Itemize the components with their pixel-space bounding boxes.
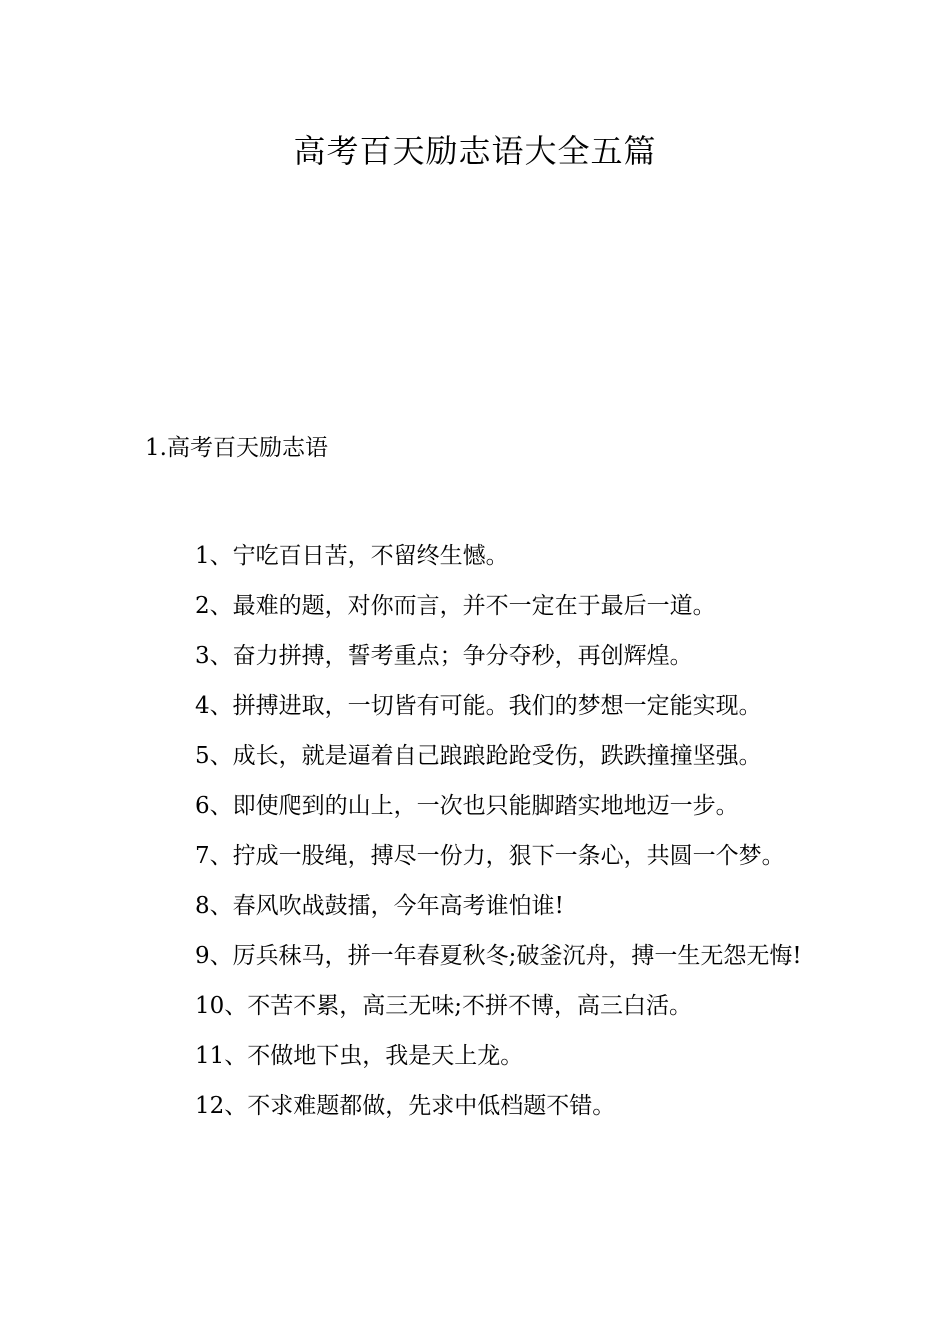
list-item: 8、春风吹战鼓擂，今年高考谁怕谁!: [195, 893, 564, 919]
list-item: 6、即使爬到的山上，一次也只能脚踏实地地迈一步。: [195, 793, 739, 819]
list-item: 12、不求难题都做，先求中低档题不错。: [195, 1093, 616, 1119]
motto-list: [145, 531, 815, 1131]
list-item: 4、拼搏进取，一切皆有可能。我们的梦想一定能实现。: [195, 693, 762, 719]
section-heading: 1.高考百天励志语: [145, 435, 328, 461]
list-item: 1、宁吃百日苦，不留终生憾。: [195, 543, 509, 569]
list-item: 5、成长，就是逼着自己踉踉跄跄受伤，跌跌撞撞坚强。: [195, 743, 762, 769]
document-title: 高考百天励志语大全五篇: [293, 132, 657, 170]
list-item: 9、厉兵秣马，拼一年春夏秋冬;破釜沉舟，搏一生无怨无悔!: [195, 943, 802, 969]
list-item: 7、拧成一股绳，搏尽一份力，狠下一条心，共圆一个梦。: [195, 843, 785, 869]
list-item: 3、奋力拼搏，誓考重点；争分夺秒，再创辉煌。: [195, 643, 693, 669]
list-item: 2、最难的题，对你而言，并不一定在于最后一道。: [195, 593, 716, 619]
list-item: 11、不做地下虫，我是天上龙。: [195, 1043, 524, 1069]
list-item: 10、不苦不累，高三无味;不拼不博，高三白活。: [195, 993, 693, 1019]
